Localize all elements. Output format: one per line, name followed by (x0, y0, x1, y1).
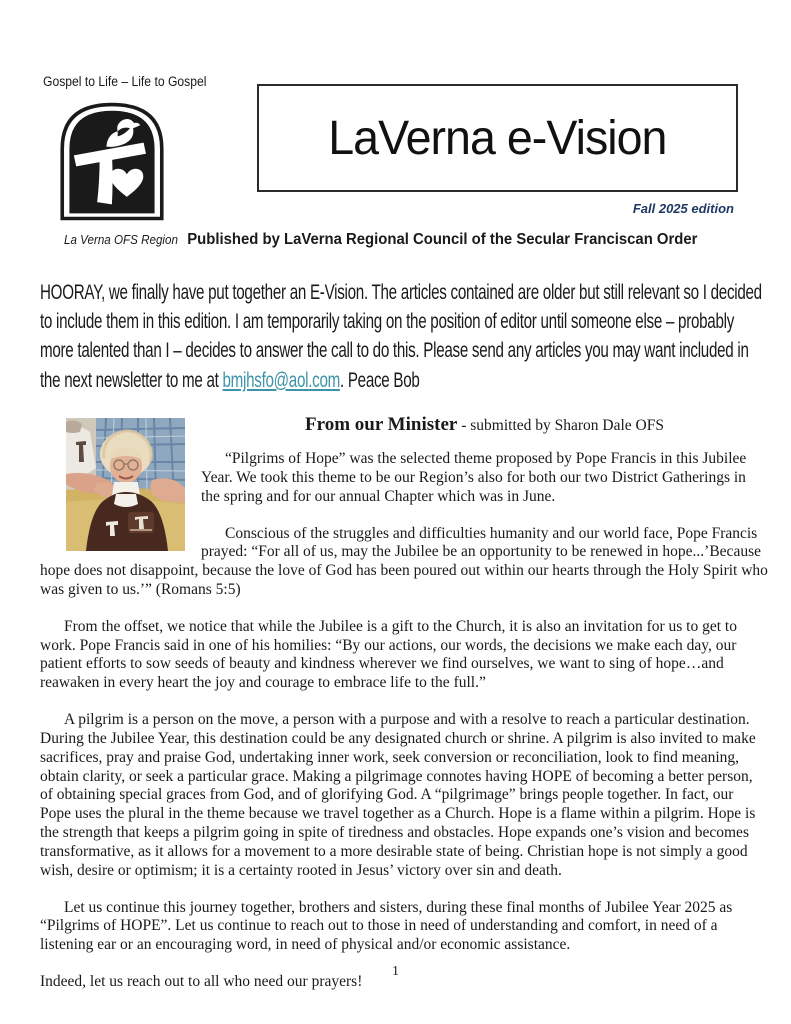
intro-text-after: . Peace Bob (339, 367, 420, 392)
article-byline: - submitted by Sharon Dale OFS (457, 416, 664, 434)
publisher-line (64, 231, 697, 249)
tagline: Gospel to Life – Life to Gospel (43, 74, 207, 89)
edition-label: Fall 2025 edition (632, 201, 734, 216)
editor-email-link[interactable]: bmjhsfo@aol.com (222, 367, 340, 392)
article-title: From our Minister (305, 413, 458, 435)
masthead (0, 0, 791, 268)
minister-photo (66, 418, 185, 551)
article-paragraph: “Pilgrims of Hope” was the selected theme proposed by Pope Francis in this Jubilee Year. We took this theme to be our Region’s also for both our two District Gatherings in the spring and for our annual Chapter which was in June. (201, 450, 747, 505)
article-paragraph: Conscious of the struggles and difficulties humanity and our world face, Pope Francis prayed: “For all of us, may the Jubilee be an opportunity to be renewed in hope...’Because hope does not disappoint, because the love of God has been poured out within our hearts through the Holy Spirit who was given to us.’” (Romans 5:5) (40, 524, 768, 598)
minister-article (40, 413, 768, 992)
region-label: La Verna OFS Region (64, 233, 178, 247)
page-number: 1 (392, 964, 399, 979)
newsletter-title: LaVerna e-Vision (328, 111, 667, 165)
laverna-region-logo (53, 97, 171, 223)
article-paragraph: A pilgrim is a person on the move, a person with a purpose and with a resolve to reach a particular destination. During the Jubilee Year, this destination could be any designated church or shrine. A pilgrim is also invited to make sacrifices, pray and praise God, undertaking inner work, seek conversion or reconciliation, look to find meaning, obtain clarity, or seek a particular grace. Making a pilgrimage connotes having HOPE of becoming a better person, of obtaining special graces from God, and of glorifying God. A “pilgrimage” brings people together. In fact, our Pope uses the plural in the theme because we travel together as a Church. Hope is a flame within a pilgrim. Hope is the strength that keeps a pilgrim going in spite of tiredness and obstacles. Hope expands one’s vision and becomes transformative, as it allows for a movement to a more desirable state of being. Christian hope is not simply a good wish, desire or optimism; it is a certainty rooted in Jesus’ victory over sin and death. (40, 711, 756, 879)
intro-text-before: HOORAY, we finally have put together an E-Vision. The articles contained are older but still relevant so I decided to include them in this edition. I am temporarily taking on the position of editor until someone else – probably more talented than I – decides to answer the call to do this. Please send any articles you may want included in the next newsletter to me at (40, 280, 762, 392)
publisher-text: Published by LaVerna Regional Council of the Secular Franciscan Order (187, 231, 698, 248)
title-box (257, 84, 738, 192)
article-paragraph: Let us continue this journey together, brothers and sisters, during these final months of Jubilee Year 2025 as “Pilgrims of HOPE”. Let us continue to reach out to those in need of understanding and comfort, in need of a listening ear or an encouraging word, in need of physical and/or economic assistance. (40, 898, 733, 954)
article-paragraph: From the offset, we notice that while the Jubilee is a gift to the Church, it is also an invitation for us to get to work. Pope Francis said in one of his homilies: “By our actions, our words, the decisions we make each day, our patient efforts to sow seeds of beauty and kindness wherever we find ourselves, we want to sing of hope…and reawaken in every heart the joy and courage to embrace life to the full.” (40, 617, 737, 692)
article-paragraph: Indeed, let us reach out to all who need our prayers! (40, 973, 363, 991)
editor-intro (40, 278, 767, 395)
